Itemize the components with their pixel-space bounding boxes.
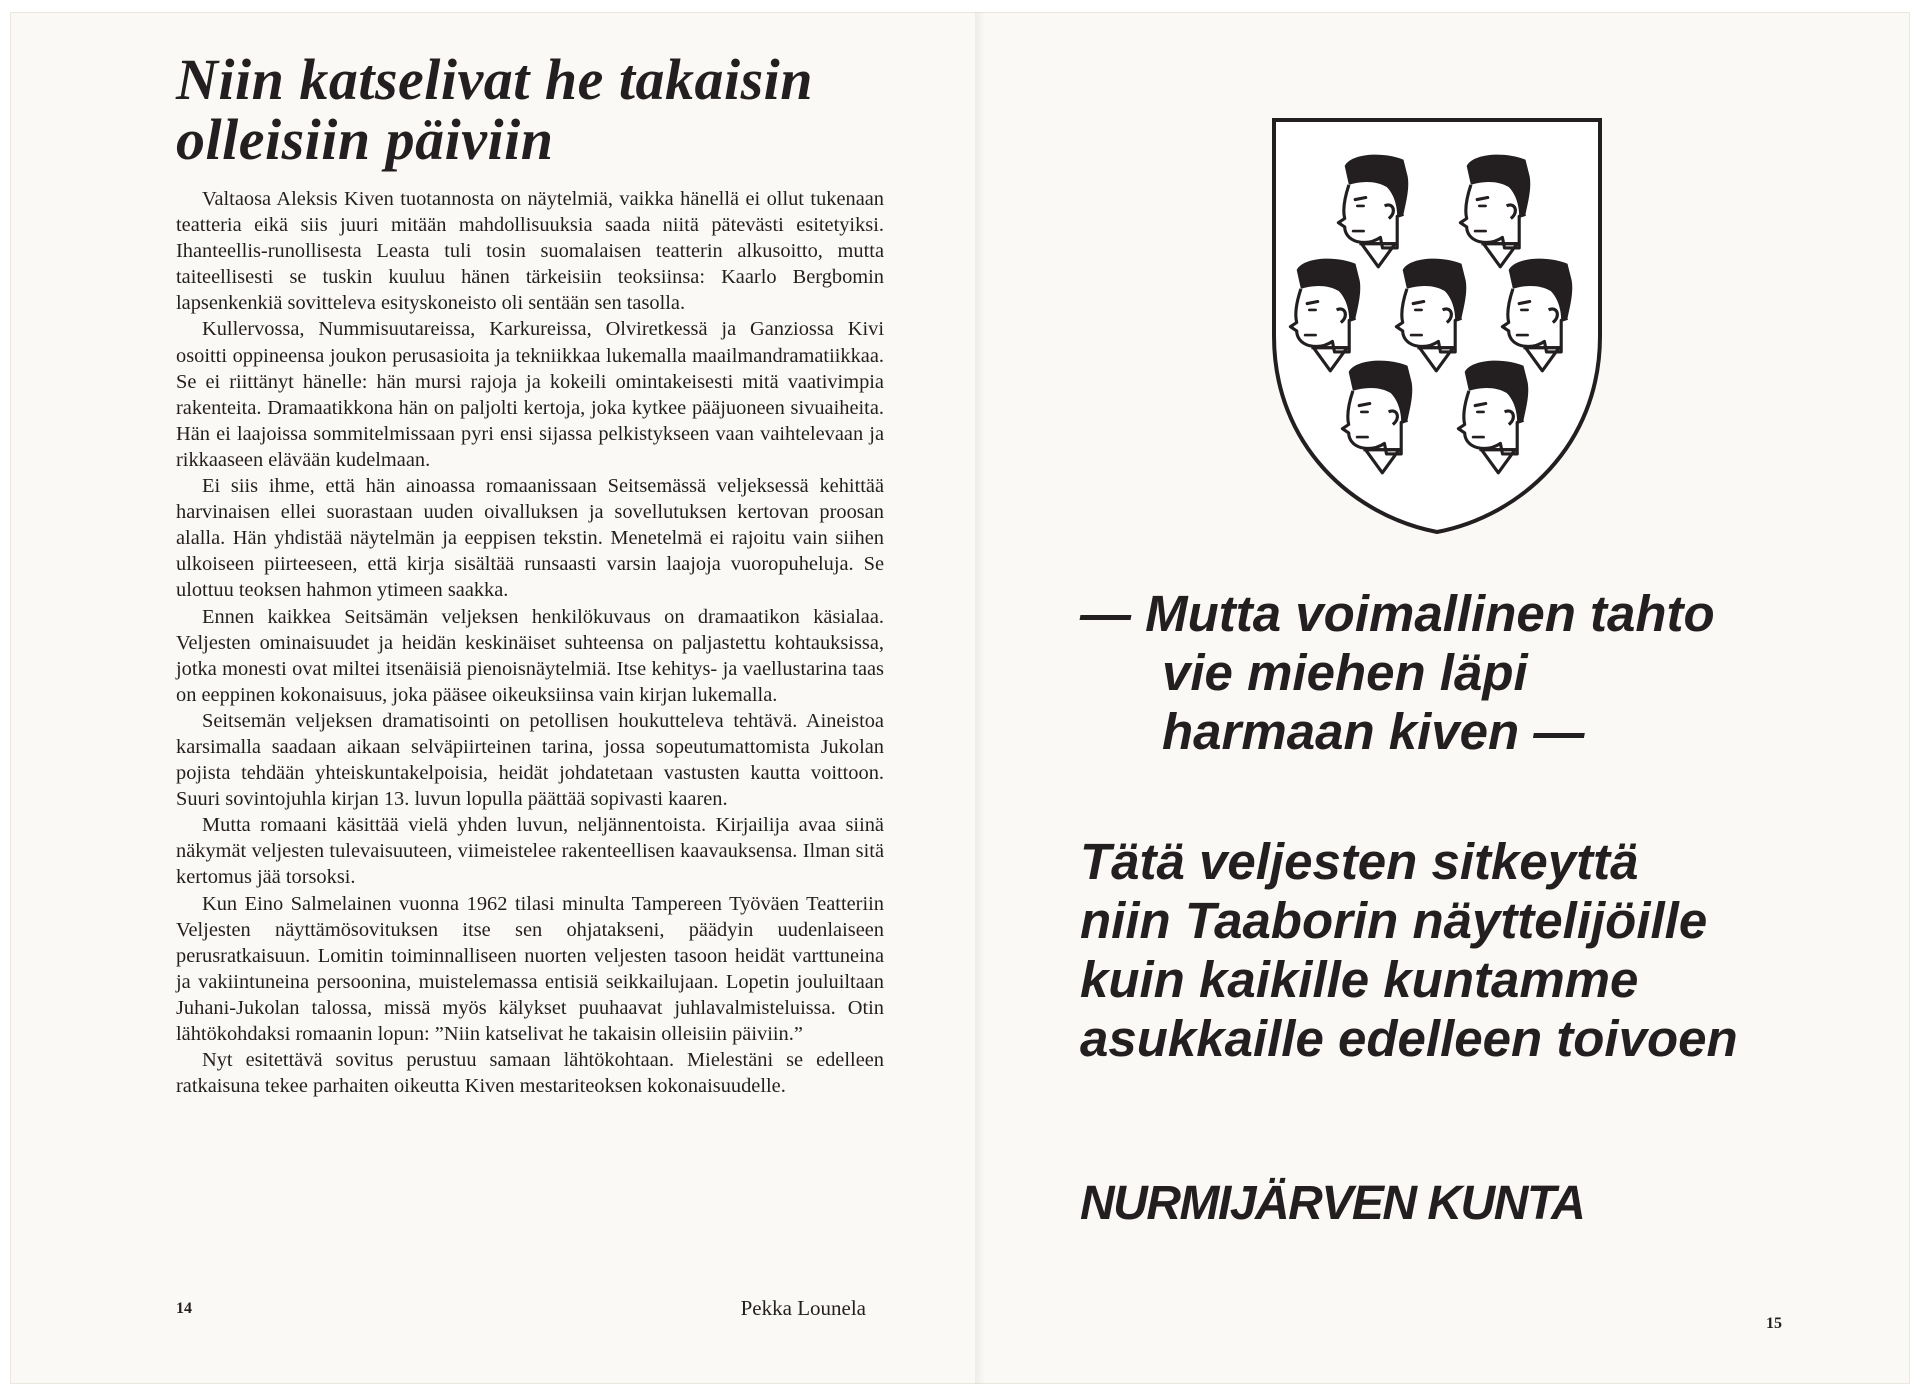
quote-line: harmaan kiven — <box>1162 703 1585 760</box>
article-paragraph: Seitsemän veljeksen dramatisointi on petollisen houkutteleva tehtävä. Aineistoa karsimalla saadaan aikaan selväpiirteinen tarina, jossa sopeutumattomista Jukolan pojista tehdään yhteiskuntakelpoisia, heidät johdatetaan vastusten kautta voittoon. Suuri sovintojuhla kirjan 13. luvun lopulla päättää sopivasti kaaren. <box>176 709 884 811</box>
left-page <box>176 47 884 1340</box>
article-paragraph: Ei siis ihme, että hän ainoassa romaanissaan Seitsemässä veljeksessä kehittää harvinaisen ellei suorastaan uuden oivalluksen ja sovellutuksen kertovan proosan alalla. Hän yhdistää näytelmän ja eeppisen tekstin. Menetelmä ei rajoitu vain siihen ulkoiseen piirteeseen, että kirja sisältää runsaasti varsin laajoja vuoropuheluja. Se ulottuu teoksen hahmon ytimeen saakka. <box>176 475 884 602</box>
dedication-text <box>1080 832 1900 1068</box>
article-paragraph: Nyt esitettävä sovitus perustuu samaan lähtökohtaan. Mielestäni se edelleen ratkaisuna tekee parhaiten oikeutta Kiven mestariteoksen kokonaisuudelle. <box>176 1049 884 1098</box>
quote-line: — Mutta voimallinen tahto <box>1080 585 1715 642</box>
page-number: 14 <box>176 1300 192 1317</box>
article-body <box>176 186 884 1099</box>
article-paragraph: Kullervossa, Nummisuutareissa, Karkureissa, Olviretkessä ja Ganziossa Kivi osoitti oppineensa joukon perusasioita ja tekniikkaa lukemalla maailmandramatiikkaa. Se ei riittänyt hänelle: hän mursi rajoja ja kokeili omintakeisesti mitä vaativimpia rakenteita. Dramaatikkona hän on paljolti kertoja, joka kytkee pääjuoneen sivuaiheita. Hän ei laajoissa sommitelmissaan pyri ensi sijassa pelkistykseen vaan vaihtelevaan ja rikkaaseen elävään kudelmaan. <box>176 318 884 471</box>
quote-line: vie miehen läpi <box>1162 644 1528 701</box>
dedication-line: Tätä veljesten sitkeyttä <box>1080 833 1639 890</box>
right-page <box>1000 12 1910 1384</box>
article-author: Pekka Lounela <box>740 1296 866 1320</box>
article-title: Niin katselivat he takaisin olleisiin päiviin <box>176 47 814 172</box>
dedication-line: asukkaille edelleen toivoen <box>1080 1010 1738 1067</box>
coat-of-arms-emblem <box>1270 116 1604 536</box>
dedication-line: kuin kaikille kuntamme <box>1080 951 1639 1008</box>
article-paragraph: Valtaosa Aleksis Kiven tuotannosta on näytelmiä, vaikka hänellä ei ollut tukenaan teatteria eikä siis juuri mitään mahdollisuuksia saada niitä pätevästi esitetyiksi. Ihanteellis-runollisesta Leasta tuli tosin suomalaisen teatterin alkusoitto, mutta taiteellisesti se tuskin kuuluu hänen tärkeisiin teoksiinsa: Kaarlo Bergbomin lapsenkenkiä sovitteleva esityskoneisto oli sentään sen tasolla. <box>176 188 884 315</box>
municipality-signature: NURMIJÄRVEN KUNTA <box>1080 1177 1585 1230</box>
article-paragraph: Mutta romaani käsittää vielä yhden luvun, neljännentoista. Kirjailija avaa siinä näkymät veljesten tulevaisuuteen, viimeistelee rakenteellisen kaavauksensa. Ilman sitä kertomus jää torsoksi. <box>176 814 884 889</box>
left-page-footer <box>176 1296 866 1326</box>
article-paragraph: Ennen kaikkea Seitsämän veljeksen henkilökuvaus on dramaatikon käsialaa. Veljesten ominaisuudet ja heidän keskinäiset suhteensa on paljastettu kohtauksissa, jotka monesti ovat miltei itsenäisiä pienoisnäytelmiä. Itse kehitys- ja vaellustarina taas on eeppinen kokonaisuus, joka pääsee oikeuksiinsa vain kirjan lukemalla. <box>176 605 884 706</box>
page-gutter <box>975 12 985 1384</box>
kivi-quote <box>1080 584 1900 761</box>
article-paragraph: Kun Eino Salmelainen vuonna 1962 tilasi minulta Tampereen Työväen Teatteriin Veljesten näyttämösovituksen itse sen ohjatakseni, päädyin uudenlaiseen perusratkaisuun. Lomitin toiminnalliseen nuorten veljesten tasoon heidät varttuneina ja vakiintuneina persoonina, muistelemassa entisiä seikkailujaan. Lopetin jouluiltaan Juhani-Jukolan talossa, missä myös kälykset puuhaavat juhlavalmisteluissa. Otin lähtökohdaksi romaanin lopun: ”Niin katselivat he takaisin olleisiin päiviin.” <box>176 892 884 1045</box>
page-number: 15 <box>1766 1315 1782 1332</box>
dedication-line: niin Taaborin näyttelijöille <box>1080 892 1708 949</box>
coat-of-arms-icon <box>1270 116 1604 536</box>
